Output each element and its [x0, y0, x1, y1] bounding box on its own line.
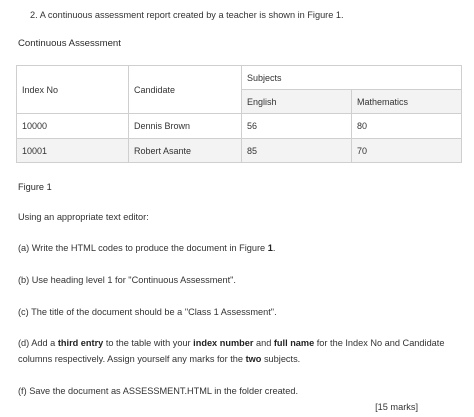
- assessment-table: [16, 65, 462, 163]
- cell-mathematics: 80: [352, 114, 462, 139]
- part-f-text: (f) Save the document as ASSESSMENT.HTML in the folder created.: [18, 386, 299, 396]
- part-a-pre: (a) Write the HTML codes to produce the document in Figure: [18, 243, 268, 253]
- part-c-text: (c) The title of the document should be a "Class 1 Assessment".: [18, 307, 277, 317]
- question-intro: 2. A continuous assessment report created by a teacher is shown in Figure 1.: [30, 10, 344, 20]
- header-english: English: [242, 90, 352, 114]
- cell-mathematics: 70: [352, 139, 462, 163]
- header-candidate: Candidate: [129, 66, 242, 114]
- part-d-bold: index number: [193, 338, 254, 348]
- table-caption: Continuous Assessment: [18, 38, 121, 49]
- cell-index-no: 10000: [17, 114, 129, 139]
- part-a-bold: 1: [267, 243, 273, 253]
- header-mathematics: Mathematics: [352, 90, 462, 114]
- part-d-seg: subjects.: [261, 354, 301, 364]
- part-a-text: [18, 243, 275, 253]
- part-d-seg: to the table with your: [103, 338, 194, 348]
- part-a-post: .: [272, 243, 276, 253]
- table-header-row: [17, 66, 462, 90]
- instructions-text: Using an appropriate text editor:: [18, 212, 149, 222]
- cell-index-no: 10001: [17, 139, 129, 163]
- part-d-seg: columns respectively. Assign yourself any marks for the: [18, 354, 246, 364]
- part-d-bold: two: [245, 354, 262, 364]
- part-d-seg: and: [253, 338, 274, 348]
- part-d-bold: third entry: [57, 338, 104, 348]
- cell-english: 85: [242, 139, 352, 163]
- marks-label: [15 marks]: [375, 402, 418, 412]
- part-d-line-1: [18, 338, 444, 348]
- header-index-no: Index No: [17, 66, 129, 114]
- cell-candidate: Robert Asante: [129, 139, 242, 163]
- table-row: [17, 139, 462, 163]
- figure-label: Figure 1: [18, 182, 52, 192]
- part-d-line-2: [18, 354, 300, 364]
- part-b-text: (b) Use heading level 1 for "Continuous Assessment".: [18, 275, 236, 285]
- cell-candidate: Dennis Brown: [129, 114, 242, 139]
- part-d-seg: (d) Add a: [18, 338, 58, 348]
- part-d-bold: full name: [273, 338, 315, 348]
- cell-english: 56: [242, 114, 352, 139]
- part-d-seg: for the Index No and Candidate: [314, 338, 445, 348]
- table-row: [17, 114, 462, 139]
- header-subjects: Subjects: [242, 66, 462, 90]
